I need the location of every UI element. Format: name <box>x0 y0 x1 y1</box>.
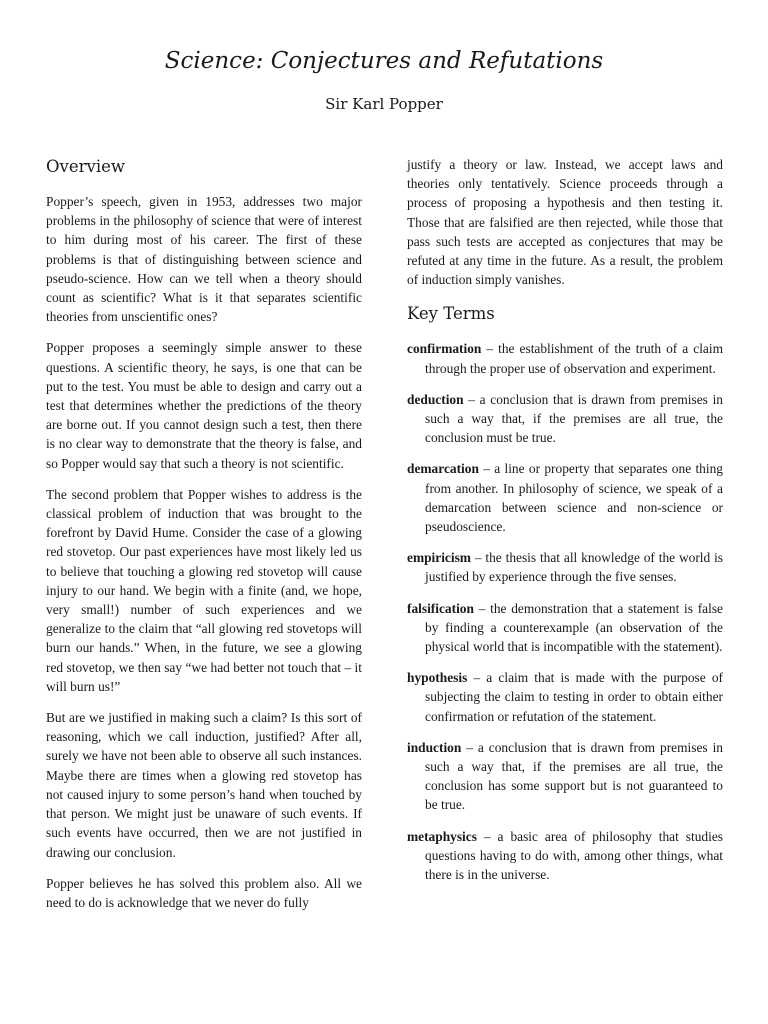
overview-paragraph-3: The second problem that Popper wishes to address is the classical problem of induction that was brought to the forefront by David Hume. Consider the case of a glowing red stovetop. Our past experiences have most likely led us to believe that touching a glowing red stovetop will cause injury to our hand. We begin with a finite (and, we hope, very small!) number of such experiences and we generalize to the claim that “all glowing red stovetops will burn our hands.” When, in the future, we see a glowing red stovetop, we then say “we had better not touch that – it will burn us!” <box>46 486 362 694</box>
key-term-demarcation <box>407 459 723 536</box>
term-name: induction <box>407 739 462 755</box>
term-definition: – the establishment of the truth of a claim through the proper use of observation and experiment. <box>425 341 723 376</box>
overview-heading: Overview <box>46 157 125 176</box>
term-name: demarcation <box>407 461 479 477</box>
term-name: empiricism <box>407 550 471 566</box>
term-definition: – the demonstration that a statement is false by finding a counterexample (an observation of the physical world that is incompatible with the statement). <box>425 600 723 655</box>
term-name: falsification <box>407 600 474 616</box>
document-title: Science: Conjectures and Refutations <box>164 48 604 74</box>
left-column <box>46 154 362 924</box>
term-name: hypothesis <box>407 670 468 686</box>
key-term-hypothesis <box>407 668 723 726</box>
term-definition: – a line or property that separates one thing from another. In philosophy of science, we speak of a demarcation between science and non-science or pseudoscience. <box>425 461 723 535</box>
term-name: metaphysics <box>407 828 477 844</box>
key-term-empiricism <box>407 548 723 586</box>
key-terms-heading: Key Terms <box>407 304 495 324</box>
overview-paragraph-4: But are we justified in making such a claim? Is this sort of reasoning, which we call induction, justified? After all, surely we have not been able to observe all such instances. Maybe there are times when a glowing red stovetop has not caused injury to some person’s hand when touched by that person. We might just be unaware of such events. If such events have occurred, then we are not justified in drawing our conclusion. <box>46 710 362 860</box>
term-name: deduction <box>407 391 464 407</box>
term-definition: – a basic area of philosophy that studies questions having to do with, among other things, what there is in the universe. <box>425 828 723 883</box>
term-definition: – a conclusion that is drawn from premises in such a way that, if the premises are all true, the conclusion must be true. <box>425 391 723 446</box>
key-term-falsification <box>407 599 723 657</box>
key-term-confirmation <box>407 339 723 377</box>
document-author: Sir Karl Popper <box>325 95 443 113</box>
overview-paragraph-1: Popper’s speech, given in 1953, addresses two major problems in the philosophy of science that were of interest to him during most of his career. The first of these problems is that of distinguishing between science and pseudo-science. How can we tell when a theory should count as scientific? What is it that separates scientific theories from unscientific ones? <box>46 194 362 325</box>
right-column <box>407 155 723 896</box>
term-definition: – a claim that is made with the purpose of subjecting the claim to testing in order to obtain either confirmation or refutation of the statement. <box>425 670 723 724</box>
key-term-metaphysics <box>407 827 723 885</box>
overview-paragraph-2: Popper proposes a seemingly simple answer to these questions. A scientific theory, he says, is one that can be put to the test. You must be able to design and carry out a test that determines whether the predictions of the theory are borne out. If you cannot design such a test, then there is no clear way to demonstrate that the theory is false, and so Popper would say that such a theory is not scientific. <box>46 340 362 471</box>
term-definition: – the thesis that all knowledge of the world is justified by experience through the five senses. <box>425 550 723 585</box>
key-term-deduction <box>407 390 723 448</box>
key-term-induction <box>407 738 723 815</box>
term-definition: – a conclusion that is drawn from premises in such a way that, if the premises are all true, the conclusion has some support but is not guaranteed to be true. <box>425 739 723 813</box>
term-name: confirmation <box>407 341 482 357</box>
overview-paragraph-6: justify a theory or law. Instead, we accept laws and theories only tentatively. Science proceeds through a process of proposing a hypothesis and then testing it. Those that are falsified are then rejected, while those that pass such tests are accepted as conjectures that may be refuted at any time in the future. As a result, the problem of induction simply vanishes. <box>407 157 723 288</box>
overview-paragraph-5: Popper believes he has solved this problem also. All we need to do is acknowledge that we never do fully <box>46 875 362 910</box>
